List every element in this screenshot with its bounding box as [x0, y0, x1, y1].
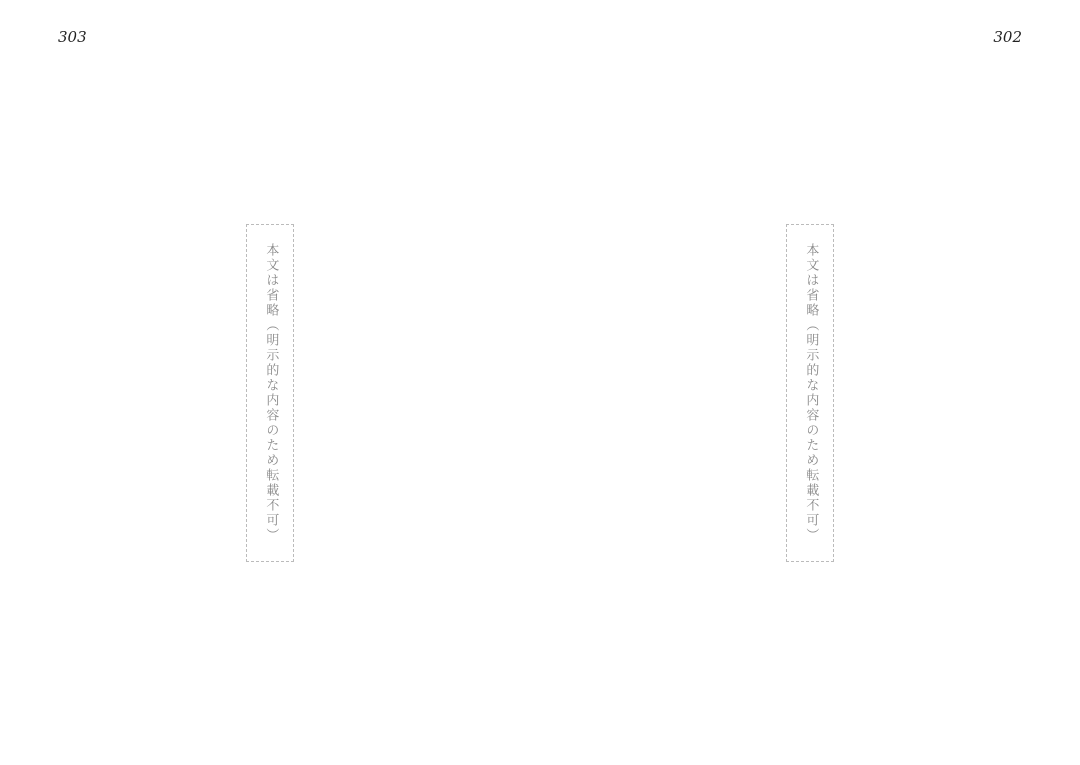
page-right — [540, 0, 1080, 765]
vertical-text-right — [580, 60, 1040, 725]
redaction-note: 本文は省略（明示的な内容のため転載不可） — [786, 224, 835, 562]
page-number-left: 303 — [58, 28, 87, 46]
vertical-text-left — [40, 60, 500, 725]
page-number-right: 302 — [993, 28, 1022, 46]
redaction-note: 本文は省略（明示的な内容のため転載不可） — [246, 224, 295, 562]
